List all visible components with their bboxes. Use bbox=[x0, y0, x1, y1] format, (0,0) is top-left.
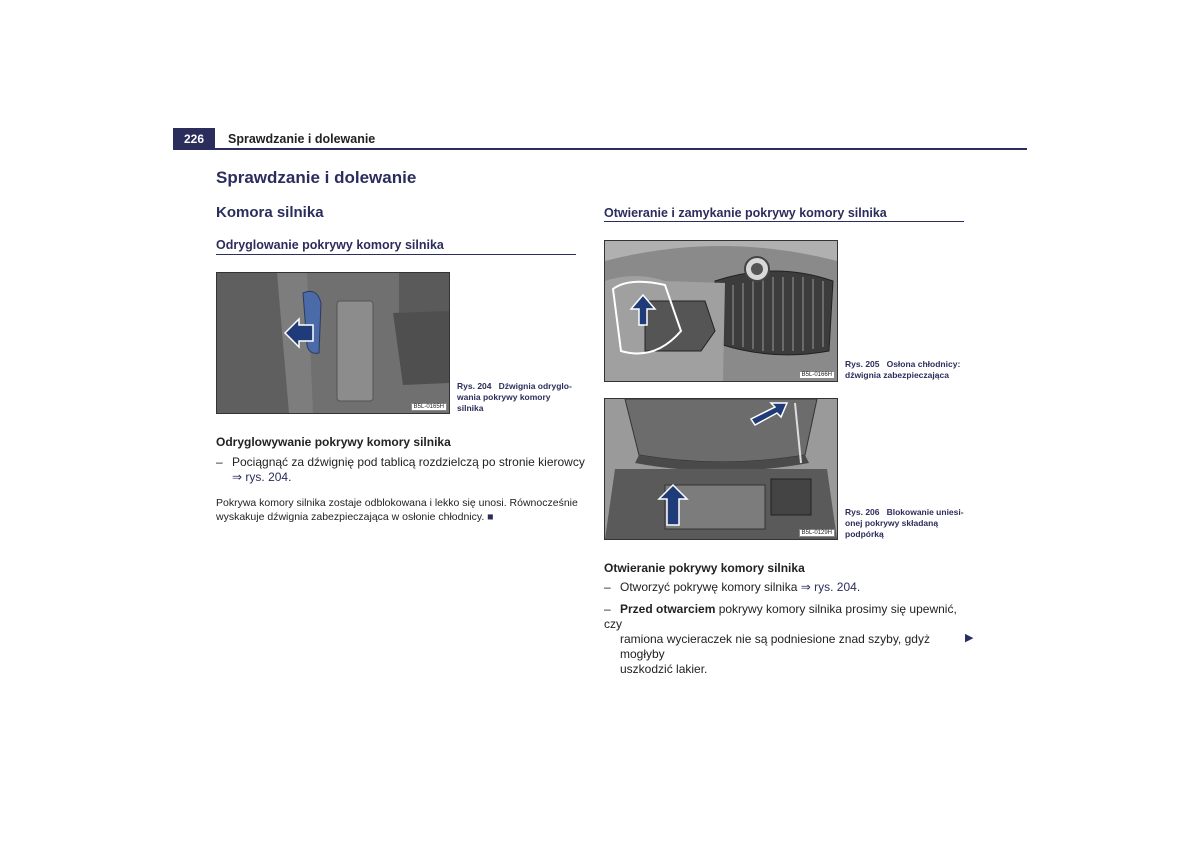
cross-ref-arrow: ⇒ bbox=[232, 470, 243, 484]
caption-text: dźwignia zabezpieczająca bbox=[845, 370, 949, 380]
figure-code: B5L-0129H bbox=[799, 529, 835, 537]
left-bold-heading: Odryglowywanie pokrywy komory silnika bbox=[216, 435, 451, 449]
list-dash: – bbox=[604, 602, 611, 616]
left-step bbox=[216, 455, 586, 485]
page-number: 226 bbox=[183, 132, 205, 146]
figure-radiator-grille-lever bbox=[604, 240, 838, 382]
step-text: Otworzyć pokrywę komory silnika bbox=[620, 580, 798, 594]
end-of-section-mark: ■ bbox=[487, 511, 494, 523]
step-text: Pociągnąć za dźwignię pod tablicą rozdzielczą po stronie kierowcy bbox=[232, 455, 585, 469]
list-dash: – bbox=[604, 580, 611, 594]
step-end: . bbox=[856, 580, 861, 594]
step-text: uszkodzić lakier. bbox=[620, 662, 708, 676]
step-end: . bbox=[288, 470, 292, 484]
continue-arrow-icon: ▶ bbox=[965, 632, 974, 644]
caption-ref: Rys. 205 bbox=[845, 359, 880, 369]
running-head: Sprawdzanie i dolewanie bbox=[228, 132, 376, 146]
caption-text: Osłona chłodnicy: bbox=[886, 359, 961, 369]
cross-ref-link[interactable]: rys. 204 bbox=[245, 470, 289, 484]
hood-release-lever-illustration bbox=[217, 273, 449, 413]
left-subhead: Odryglowanie pokrywy komory silnika bbox=[216, 238, 444, 252]
caption-ref: Rys. 206 bbox=[845, 507, 880, 517]
caption-text: silnika bbox=[457, 403, 484, 413]
figure-206-caption bbox=[845, 507, 964, 540]
note-line: Pokrywa komory silnika zostaje odblokowana i lekko się unosi. Równocześnie bbox=[216, 497, 578, 509]
chapter-title: Komora silnika bbox=[216, 204, 324, 221]
step-text: ramiona wycieraczek nie są podniesione znad szyby, gdyż mogłyby bbox=[620, 632, 930, 661]
caption-ref: Rys. 204 bbox=[457, 381, 492, 391]
engine-bay-illustration bbox=[605, 399, 837, 539]
cross-ref-arrow: ⇒ bbox=[800, 580, 811, 594]
note-line: wyskakuje dźwignia zabezpieczająca w osłonie chłodnicy. bbox=[216, 511, 485, 523]
right-subhead: Otwieranie i zamykanie pokrywy komory silnika bbox=[604, 206, 887, 220]
right-subhead-rule bbox=[604, 221, 964, 222]
caption-text: wania pokrywy komory bbox=[457, 392, 551, 402]
figure-hood-release-lever bbox=[216, 272, 450, 414]
right-bold-heading: Otwieranie pokrywy komory silnika bbox=[604, 561, 805, 575]
figure-205-caption bbox=[845, 359, 960, 381]
caption-text: podpórką bbox=[845, 529, 884, 539]
step-text: pokrywy komory silnika prosimy się upewnić, czy bbox=[604, 602, 957, 631]
radiator-grille-illustration bbox=[605, 241, 837, 381]
caption-text: Blokowanie uniesi- bbox=[886, 507, 964, 517]
right-step-2 bbox=[604, 602, 974, 677]
caption-text: onej pokrywy składaną bbox=[845, 518, 939, 528]
figure-code: B5L-0165H bbox=[411, 403, 447, 411]
figure-204-caption bbox=[457, 381, 572, 414]
cross-ref-link[interactable]: rys. 204 bbox=[814, 580, 857, 594]
left-subhead-rule bbox=[216, 254, 576, 255]
caption-text: Dźwignia odryglo- bbox=[498, 381, 572, 391]
emphasis: Przed otwarciem bbox=[620, 602, 716, 616]
right-step-1 bbox=[604, 580, 974, 595]
header-rule bbox=[173, 148, 1027, 150]
section-title: Sprawdzanie i dolewanie bbox=[216, 168, 417, 187]
figure-hood-prop-rod bbox=[604, 398, 838, 540]
figure-code: B5L-0166H bbox=[799, 371, 835, 379]
list-dash: – bbox=[216, 455, 223, 469]
left-note bbox=[216, 496, 586, 524]
